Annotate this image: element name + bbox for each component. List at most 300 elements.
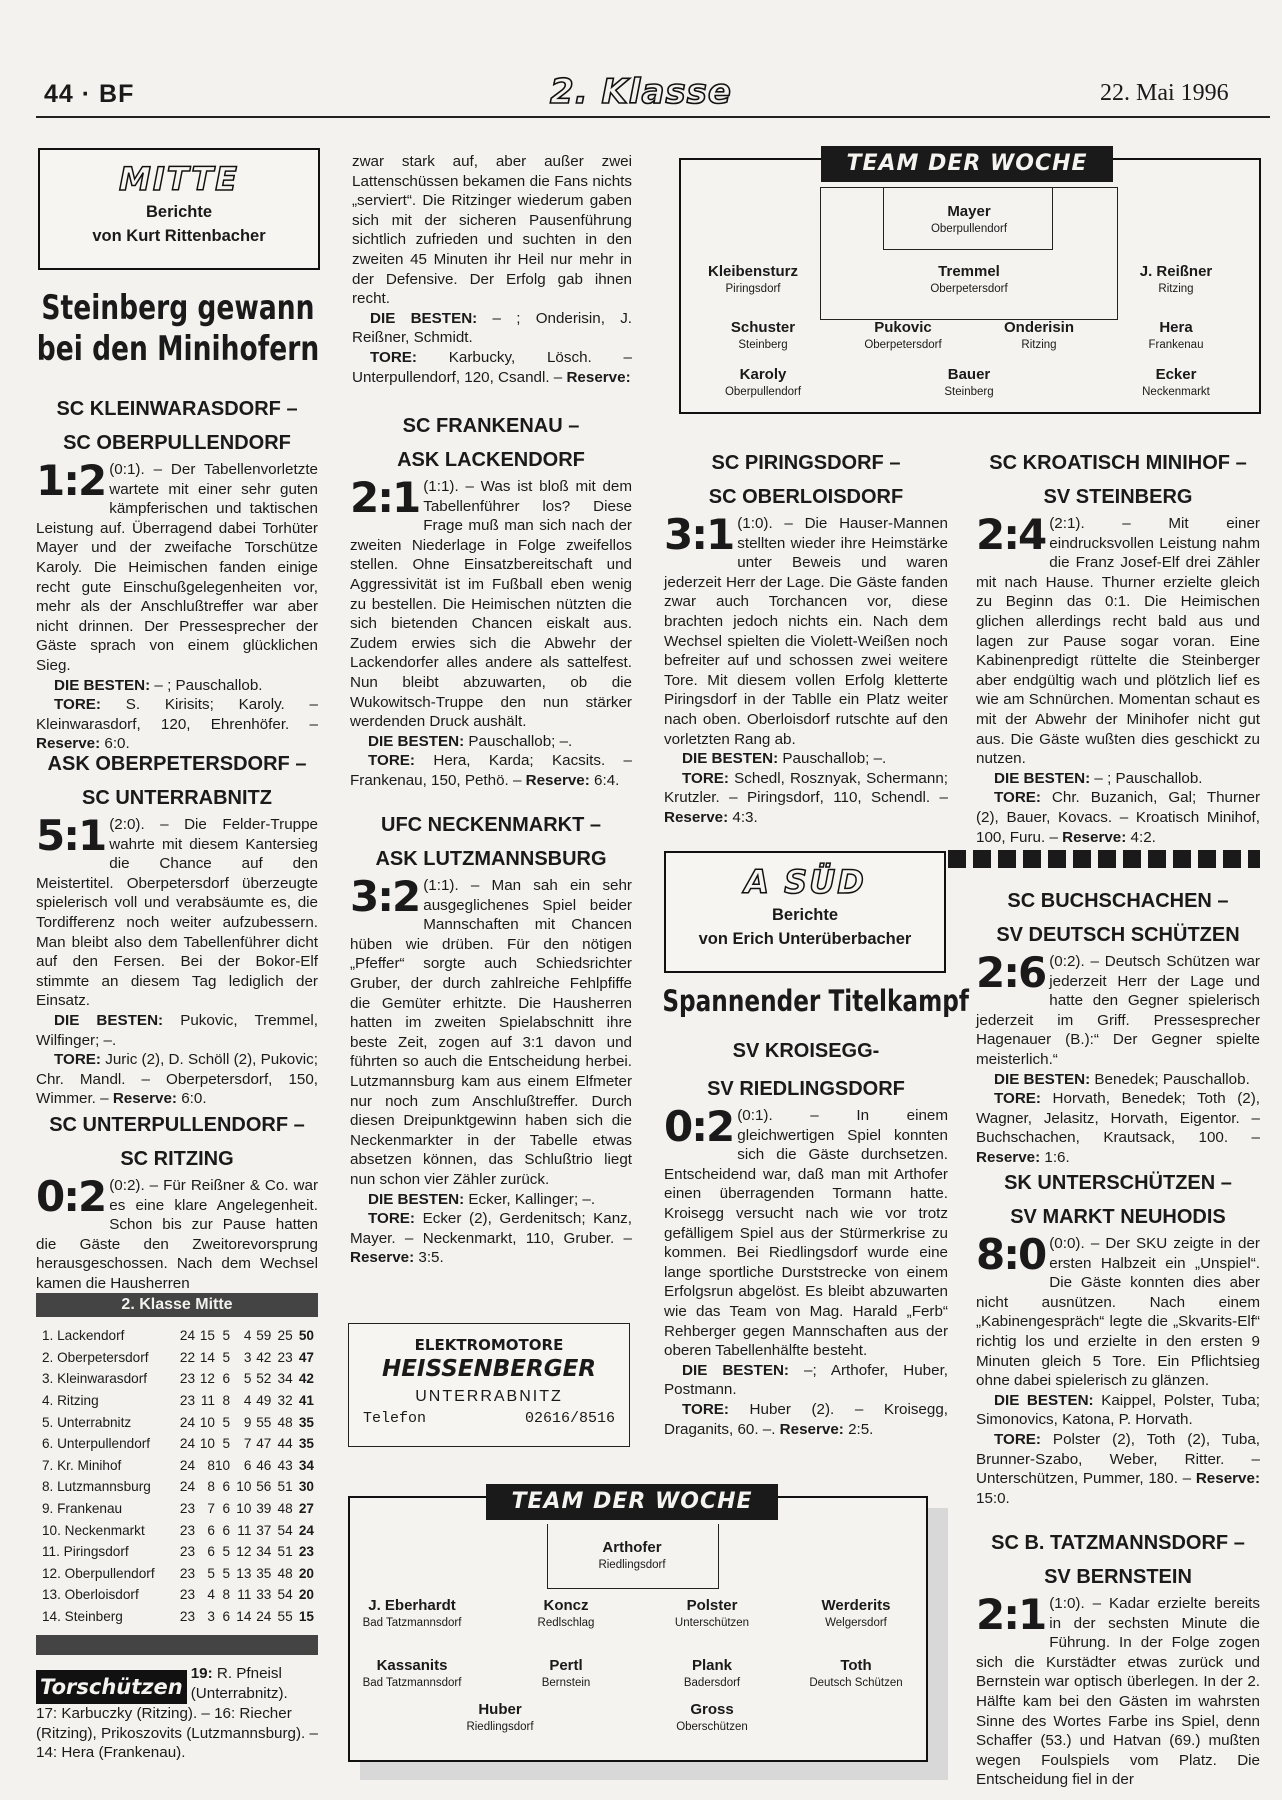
- stat-value: 5: [243, 1371, 252, 1387]
- stat-value: 23: [179, 1587, 196, 1603]
- player-club: Unterschützen: [674, 1617, 750, 1629]
- stat-value: 59: [256, 1328, 272, 1344]
- points: 41: [298, 1393, 314, 1409]
- player-name: Koncz: [543, 1597, 589, 1614]
- team-player: [337, 1596, 487, 1631]
- match-away: SV RIEDLINGSDORF: [707, 1078, 905, 1100]
- best-players: DIE BESTEN: Pukovic, Tremmel, Wilfinger; –.: [36, 1011, 318, 1049]
- match-score: 5:1: [36, 811, 106, 860]
- team-player: [491, 1596, 641, 1631]
- points: 42: [298, 1371, 314, 1387]
- stat-value: 6: [207, 1544, 215, 1560]
- stat-value: 5: [222, 1349, 231, 1365]
- stat-value: 48: [277, 1565, 293, 1581]
- match-home: SC KLEINWARASDORF –: [56, 398, 298, 420]
- stat-value: 23: [179, 1544, 196, 1560]
- team-player: [678, 262, 828, 297]
- headline: [662, 984, 969, 1018]
- player-club: Oberschützen: [676, 1721, 748, 1733]
- match-text: (1:0). – Kadar erzielte bereits in der sechsten Minute die Führung. In der Folge zogen sich die Kurstädter etwas zurück und Bernstein war optisch überlegen. In der 2. Hälfte kam bei den Gästen im wahrsten Sinne des Wortes Farbe ins Spiel, denn Schaffer (53.) und Hatvan (69.) mußten wegen Foulspiels vom Platz. Die Entscheidung fiel in der: [976, 1595, 1260, 1789]
- player-club: Redlschlag: [537, 1617, 595, 1629]
- team-player: [894, 365, 1044, 400]
- stat-value: 22: [179, 1349, 196, 1365]
- goals: TORE: Polster (2), Toth (2), Tuba, Brunner-Szabo, Weber, Ritter. – Unterschützen, Pummer, 180. – Reserve: 15:0.: [976, 1430, 1260, 1507]
- ad-phone-label: Telefon: [363, 1410, 427, 1427]
- match-home: SC FRANKENAU –: [402, 415, 580, 437]
- stat-value: 23: [179, 1393, 196, 1409]
- mitte-report-box: [38, 148, 320, 270]
- goals: TORE: Chr. Buzanich, Gal; Thurner (2), Bauer, Kovacs. – Kroatisch Minihof, 100, Furu. – Reserve: 4:2.: [976, 789, 1260, 846]
- best-players: DIE BESTEN: – ; Pauschallob.: [994, 769, 1203, 787]
- section-divider: [948, 850, 1260, 868]
- stat-value: 24: [179, 1479, 196, 1495]
- stat-value: 33: [256, 1587, 272, 1603]
- table-row: [42, 1390, 314, 1412]
- stat-value: 4: [207, 1587, 215, 1603]
- team-name: 8. Lutzmannsburg: [42, 1479, 151, 1495]
- player-name: Hera: [1159, 319, 1193, 336]
- stat-value: 44: [277, 1436, 293, 1452]
- match-home: SV KROISEGG-: [732, 1040, 880, 1062]
- player-club: Deutsch Schützen: [809, 1677, 903, 1689]
- player-club: Oberpetersdorf: [930, 283, 1008, 295]
- stat-value: 46: [256, 1457, 272, 1473]
- match-text: (2:1). – Mit einer eindrucksvollen Leistung nahm die Franz Josef-Elf drei Zähler mit nach Hause. Thurner erzielte gleich zu Beginn das 0:1. Die Heimischen glichen allerdings recht bald aus und lagen zur Pause sogar voran. Eine Kabinenpredigt rüttelte die Steinberger aber endgültig wach und plötzlich lief es wie am Schnürchen. Momentan schaut es mit der Abwehr der Minihofer nicht gut aus. Die Gäste wußten dies geschickt zu nutzen.: [976, 515, 1260, 768]
- stat-value: 51: [277, 1479, 293, 1495]
- stat-value: 35: [256, 1565, 272, 1581]
- match-score: 1:2: [36, 456, 106, 505]
- team-name: 4. Ritzing: [42, 1393, 99, 1409]
- stat-value: 11: [200, 1393, 215, 1409]
- table-footer-bar: [36, 1635, 318, 1655]
- box-subtitle: Berichte: [145, 203, 213, 221]
- player-club: Neckenmarkt: [1142, 386, 1210, 398]
- match-text: (1:0). – Die Hauser-Mannen stellten wieder ihre Heimstärke unter Beweis und waren jederzeit Herr der Lage. Die Gäste fanden zwar auch Torchancen vor, diese brachten jedoch nichts ein. Nach dem Wechsel spielten die Violett-Weißen noch befreiter auf und schossen zwei weitere Tore. Mit diesem vollen Erfolg kletterte Piringsdorf in der Tablle ein Platz weiter nach oben. Oberloisdorf rutschte auf den vorletzten Rang ab.: [664, 515, 948, 748]
- match-home: SK UNTERSCHÜTZEN –: [1004, 1172, 1232, 1194]
- player-club: Bernstein: [541, 1677, 591, 1689]
- match-score: 2:4: [976, 510, 1046, 559]
- table-row: [42, 1541, 314, 1563]
- player-name: Tremmel: [938, 263, 1000, 280]
- match-score: 0:2: [664, 1102, 734, 1151]
- stat-value: 23: [179, 1501, 196, 1517]
- stat-value: 5: [222, 1328, 231, 1344]
- player-club: Bad Tatzmannsdorf: [362, 1677, 462, 1689]
- stat-value: 37: [256, 1522, 272, 1538]
- team-player: [425, 1700, 575, 1735]
- team-player: [637, 1596, 787, 1631]
- team-player: [557, 1538, 707, 1573]
- team-player: [781, 1596, 931, 1631]
- stat-value: 6: [207, 1522, 215, 1538]
- team-player: [337, 1656, 487, 1691]
- stat-value: 23: [179, 1565, 196, 1581]
- team-name: 7. Kr. Minihof: [42, 1457, 122, 1473]
- top-scorers-title: Torschützen: [36, 1670, 187, 1704]
- stat-value: 43: [277, 1457, 293, 1473]
- table-row: [42, 1455, 314, 1477]
- match-report: [664, 446, 948, 828]
- player-name: Pertl: [549, 1657, 583, 1674]
- match-text: (2:0). – Die Felder-Truppe wahrte mit diesem Kantersieg die Chance auf den Meistertitel. Oberpetersdorf überzeugte spielerisch voll und verabsäumte es, die Tordifferenz noch weiter aufzubessern. Man bleibt also dem Tabellenführer dicht auf den Fersen. Bei der Bokor-Elf stimmte an diesem Tag lediglich der Einsatz.: [36, 816, 318, 1010]
- top-scorer-first: 19: R. Pfneisl: [190, 1665, 282, 1682]
- player-club: Bad Tatzmannsdorf: [362, 1617, 462, 1629]
- goals: TORE: Horvath, Benedek; Toth (2), Wagner, Jelasitz, Horvath, Eigentor. – Buchschachen, Krautsack, 100. – Reserve: 1:6.: [976, 1090, 1260, 1166]
- player-club: Ritzing: [1021, 339, 1057, 351]
- stat-value: 11: [237, 1522, 252, 1538]
- stat-value: 6: [222, 1501, 231, 1517]
- stat-value: 51: [277, 1544, 293, 1560]
- stat-value: 8: [222, 1393, 231, 1409]
- player-name: Bauer: [947, 366, 991, 383]
- match-report: [350, 409, 632, 791]
- match-score: 3:1: [664, 510, 734, 559]
- player-name: Mayer: [947, 203, 991, 220]
- stat-value: 42: [256, 1349, 272, 1365]
- stat-value: 10: [236, 1479, 252, 1495]
- table-row: [42, 1563, 314, 1585]
- goals: TORE: Huber (2). – Kroisegg, Draganits, 60. –. Reserve: 2:5.: [664, 1400, 948, 1438]
- match-away: SC OBERLOISDORF: [708, 486, 904, 508]
- match-text: (0:1). – Der Tabellenvorletzte wartete mit einer sehr guten kämpferischen und taktischen Leistung auf. Überragend dabei Torhüter Mayer und der zweifache Torschütze Karoly. Die Heimischen fanden einige recht gute Einschußgelegenheiten vor, mehr als der Anschlußtreffer war aber nicht drinnen. Der Pressesprecher der Gäste sprach von einem glücklichen Sieg.: [36, 461, 318, 674]
- stat-value: 52: [256, 1371, 272, 1387]
- box-author: von Erich Unterüberbacher: [698, 930, 912, 948]
- player-name: Karoly: [739, 366, 787, 383]
- team-name: 6. Unterpullendorf: [42, 1436, 151, 1452]
- match-report: [976, 1166, 1260, 1508]
- match-report: [976, 446, 1260, 847]
- stat-value: 5: [207, 1565, 215, 1581]
- stat-value: 55: [256, 1414, 272, 1430]
- advertisement: [348, 1323, 630, 1447]
- match-home: SC UNTERPULLENDORF –: [49, 1114, 305, 1136]
- goals: TORE: S. Kirisits; Karoly. – Kleinwarasdorf, 120, Ehrenhöfer. – Reserve: 6:0.: [36, 696, 318, 753]
- player-club: Frankenau: [1148, 339, 1204, 351]
- player-name: Gross: [690, 1701, 734, 1718]
- player-club: Oberpullendorf: [930, 223, 1008, 235]
- stat-value: 8: [207, 1479, 215, 1495]
- table-row: [42, 1584, 314, 1606]
- team-player: [637, 1656, 787, 1691]
- player-name: Polster: [686, 1597, 738, 1614]
- table-row: [42, 1368, 314, 1390]
- table-row: [42, 1606, 314, 1628]
- issue-date: 22. Mai 1996: [1100, 80, 1229, 106]
- team-of-the-week-title: TEAM DER WOCHE: [486, 1484, 778, 1520]
- stat-value: 25: [277, 1328, 293, 1344]
- stat-value: 6: [222, 1522, 231, 1538]
- player-club: Oberpullendorf: [724, 386, 802, 398]
- player-club: Riedlingsdorf: [598, 1559, 666, 1571]
- match-away: ASK LACKENDORF: [397, 449, 585, 471]
- match-report: [976, 884, 1260, 1168]
- ad-line1: ELEKTROMOTORE: [414, 1336, 564, 1354]
- match-away: SC UNTERRABNITZ: [82, 787, 272, 809]
- stat-value: 23: [179, 1522, 196, 1538]
- points: 20: [298, 1565, 314, 1581]
- stat-value: 24: [179, 1414, 196, 1430]
- stat-value: 23: [179, 1371, 196, 1387]
- points: 27: [298, 1501, 314, 1517]
- stat-value: 48: [277, 1501, 293, 1517]
- points: 35: [298, 1436, 314, 1452]
- stat-value: 10: [236, 1501, 252, 1517]
- match-text: (0:2). – Deutsch Schützen war jederzeit Herr der Lage und hatte den Gegner spielerisch jederzeit im Griff. Pressesprecher Hagenauer (B.):“ Der Gegner spielte meisterlich.“: [976, 953, 1260, 1068]
- match-home: SC KROATISCH MINIHOF –: [989, 452, 1247, 474]
- team-name: 9. Frankenau: [42, 1501, 123, 1517]
- box-subtitle: Berichte: [771, 906, 839, 924]
- goals: TORE: Karbucky, Lösch. – Unterpullendorf, 120, Csandl. – Reserve:: [352, 348, 632, 386]
- standings-table: [36, 1293, 318, 1655]
- stat-value: 24: [179, 1436, 196, 1452]
- match-score: 2:6: [976, 948, 1046, 997]
- player-name: Kassanits: [376, 1657, 448, 1674]
- table-row: [42, 1347, 314, 1369]
- best-players: DIE BESTEN: Pauschallob; –.: [368, 732, 573, 750]
- match-away: SC OBERPULLENDORF: [63, 432, 291, 454]
- stat-value: 24: [256, 1609, 272, 1625]
- stat-value: 39: [256, 1501, 272, 1517]
- stat-value: 14: [236, 1609, 252, 1625]
- team-player: [1101, 318, 1251, 353]
- stat-value: 11: [237, 1587, 252, 1603]
- table-row: [42, 1433, 314, 1455]
- goals: TORE: Hera, Karda; Kacsits. – Frankenau, 150, Pethö. – Reserve: 6:4.: [350, 752, 632, 789]
- best-players: DIE BESTEN: Ecker, Kallinger; –.: [368, 1190, 596, 1208]
- headline-line: Spannender Titelkampf: [662, 984, 969, 1018]
- match-report: [976, 1526, 1260, 1790]
- top-scorer-first-club: (Unterrabnitz).: [190, 1684, 288, 1702]
- points: 15: [298, 1609, 314, 1625]
- table-title: 2. Klasse Mitte: [36, 1293, 318, 1317]
- match-score: 3:2: [350, 872, 420, 921]
- match-home: SC BUCHSCHACHEN –: [1007, 890, 1229, 912]
- stat-value: 34: [277, 1371, 293, 1387]
- player-name: Werderits: [821, 1597, 891, 1614]
- stat-value: 49: [256, 1393, 272, 1409]
- region-title: MITTE: [119, 160, 239, 198]
- a-sued-report-box: [664, 851, 946, 973]
- team-player: [781, 1656, 931, 1691]
- team-name: 11. Piringsdorf: [42, 1544, 129, 1560]
- stat-value: 48: [277, 1414, 293, 1430]
- team-player: [688, 365, 838, 400]
- team-player: [894, 262, 1044, 297]
- top-scorers: [36, 1664, 320, 1763]
- stat-value: 54: [277, 1587, 293, 1603]
- points: 30: [298, 1479, 314, 1495]
- team-name: 1. Lackendorf: [42, 1328, 125, 1344]
- match-text: (1:1). – Was ist bloß mit dem Tabellenführer los? Diese Frage muß man sich nach der zweiten Niederlage in Folge zweifellos stellen. Ohne Einsatzbereitschaft und Aggressivität ist im Fußball eben wenig zu bestellen. Die Heimischen nützten die sich bietenden Chancen eiskalt aus. Zudem erwies sich die Abwehr der Lackendorfer alles andere als sattelfest. Nun bleibt abzuwarten, ob die Wukowitsch-Truppe den nun stärker werdenden Druck aushält.: [350, 478, 632, 731]
- table-row: [42, 1476, 314, 1498]
- player-club: Piringsdorf: [725, 283, 781, 295]
- match-score: 8:0: [976, 1230, 1046, 1279]
- player-name: J. Eberhardt: [368, 1597, 456, 1614]
- match-report: [36, 1108, 318, 1294]
- team-name: 13. Oberloisdorf: [42, 1587, 139, 1603]
- match-away: SV MARKT NEUHODIS: [1010, 1206, 1226, 1228]
- stat-value: 23: [277, 1349, 293, 1365]
- team-player: [688, 318, 838, 353]
- points: 23: [298, 1544, 314, 1560]
- stat-value: 5: [222, 1414, 231, 1430]
- player-name: Huber: [478, 1701, 522, 1718]
- points: 20: [298, 1587, 314, 1603]
- stat-value: 32: [277, 1393, 293, 1409]
- stat-value: 10: [199, 1436, 215, 1452]
- stat-value: 6: [222, 1609, 231, 1625]
- team-name: 14. Steinberg: [42, 1609, 123, 1625]
- player-club: Badersdorf: [683, 1677, 741, 1689]
- box-author: von Kurt Rittenbacher: [92, 227, 266, 245]
- match-text: zwar stark auf, aber außer zwei Lattenschüssen bekamen die Fans nichts „serviert“. Die Ritzinger wiederum gaben sich mit der sicheren Pausenführung sichtlich zufrieden und suchten in den zweiten 45 Minuten ihr Heil nur mehr in der Defensive. Der Erfolg gab ihnen recht.: [352, 153, 632, 308]
- player-club: Steinberg: [738, 339, 788, 351]
- headline-line: bei den Minihofern: [36, 329, 320, 369]
- player-club: Oberpetersdorf: [864, 339, 942, 351]
- header-rule: [36, 116, 1270, 118]
- headline-line: Steinberg gewann: [41, 288, 315, 328]
- stat-value: 56: [256, 1479, 272, 1495]
- stat-value: 5: [222, 1544, 231, 1560]
- match-score: 2:1: [350, 473, 420, 522]
- points: 35: [298, 1414, 314, 1430]
- match-report-continued: [352, 152, 632, 387]
- match-score: 2:1: [976, 1590, 1046, 1639]
- best-players: DIE BESTEN: Benedek; Pauschallob.: [994, 1070, 1250, 1088]
- stat-value: 10: [199, 1414, 215, 1430]
- match-report: [36, 392, 318, 754]
- table-row: [42, 1498, 314, 1520]
- player-name: Arthofer: [602, 1539, 662, 1556]
- stat-value: 12: [199, 1371, 215, 1387]
- team-player: [637, 1700, 787, 1735]
- match-home: SC PIRINGSDORF –: [711, 452, 901, 474]
- team-player: [894, 202, 1044, 237]
- match-away: SC RITZING: [120, 1148, 234, 1170]
- table-row: [42, 1411, 314, 1433]
- table-row: [42, 1519, 314, 1541]
- player-name: Pukovic: [874, 319, 932, 336]
- ad-brand: HEISSENBERGER: [381, 1356, 597, 1382]
- player-name: Kleibensturz: [707, 263, 798, 280]
- match-report: [36, 747, 318, 1109]
- stat-value: 8: [207, 1457, 215, 1473]
- stat-value: 14: [199, 1349, 215, 1365]
- stat-value: 13: [236, 1565, 252, 1581]
- match-text: (1:1). – Man sah ein sehr ausgeglichenes Spiel beider Mannschaften mit Chancen hüben wie drüben. Für den nötigen „Pfeffer“ sorgte auch Schiedsrichter Gruber, der durch zahlreiche Fehlpfiffe die Gemüter erhitzte. Die Hausherren hatten im zweiten Spielabschnitt ihre beste Zeit, zogen auf 3:1 davon und führten so auch die Entscheidung herbei. Lutzmannsburg kam aus einem Elfmeter nur noch zum Anschlußtreffer. Durch diesen Dreipunktgewinn haben sich die Neckenmarkter in der Tabelle etwas absetzen können, das Schlußtrio liegt nun schon vier Zähler zurück.: [350, 877, 632, 1188]
- team-player: [964, 318, 1114, 353]
- match-away: SV BERNSTEIN: [1044, 1566, 1192, 1588]
- player-name: J. Reißner: [1139, 263, 1213, 280]
- match-report: [350, 808, 632, 1268]
- page-number: 44 · BF: [44, 80, 135, 108]
- player-club: Riedlingsdorf: [466, 1721, 534, 1733]
- stat-value: 55: [277, 1609, 293, 1625]
- goals: TORE: Schedl, Rosznyak, Schermann; Krutzler. – Piringsdorf, 110, Schendl. – Reserve: 4:3.: [664, 769, 948, 826]
- match-away: SV STEINBERG: [1043, 486, 1193, 508]
- stat-value: 6: [222, 1479, 231, 1495]
- region-title: A SÜD: [744, 863, 866, 901]
- stat-value: 5: [222, 1565, 231, 1581]
- match-away: SV DEUTSCH SCHÜTZEN: [996, 924, 1240, 946]
- stat-value: 3: [207, 1609, 215, 1625]
- stat-value: 34: [256, 1544, 272, 1560]
- top-scorers-list: 17: Karbuczky (Ritzing). – 16: Riecher (Ritzing), Prikoszovits (Lutzmannsburg). – 14: Hera (Frankenau).: [36, 1705, 318, 1762]
- team-player: [828, 318, 978, 353]
- team-name: 2. Oberpetersdorf: [42, 1349, 149, 1365]
- ad-location: UNTERRABNITZ: [415, 1388, 563, 1405]
- stat-value: 7: [207, 1501, 215, 1517]
- team-name: 3. Kleinwarasdorf: [42, 1371, 148, 1387]
- stat-value: 7: [243, 1436, 252, 1452]
- points: 24: [298, 1522, 314, 1538]
- ad-phone: 02616/8516: [524, 1410, 615, 1427]
- match-text: (0:1). – In einem gleichwertigen Spiel konnten sich die Gäste durchsetzen. Entscheidend war, daß man mit Arthofer einen überragenden Tormann hatte. Kroisegg versucht nach wie vor trotz gefälligem Spiel aus der Stürmerkrise zu kommen. Bei Riedlingsdorf wurde eine lange sportliche Durststrecke von einem Erfolgsrun abgelöst. Es bleibt abzuwarten wie das Team von Mag. Harald „Ferb“ Rehberger gegen Mannschaften aus der oberen Tabellenhälfte besteht.: [664, 1107, 948, 1360]
- team-of-the-week: [679, 158, 1261, 414]
- match-away: ASK LUTZMANNSBURG: [375, 848, 607, 870]
- team-name: 12. Oberpullendorf: [42, 1565, 155, 1581]
- team-player: [491, 1656, 641, 1691]
- match-text: (0:0). – Der SKU zeigte in der ersten Halbzeit ein „Unspiel“. Die Gäste konnten dies aber nicht ausnützen. Nach einem „Kabinengespräch“ legte die „Skvarits-Elf“ richtig los und erzielte in den ersten 9 Minuten gleich 5 Tore. Ein Pflichtsieg ohne dabei spielerisch zu glänzen.: [976, 1235, 1260, 1390]
- stat-value: 12: [236, 1544, 252, 1560]
- stat-value: 6: [222, 1371, 231, 1387]
- goals: TORE: Ecker (2), Gerdenitsch; Kanz, Mayer. – Neckenmarkt, 110, Gruber. – Reserve: 3:5.: [350, 1210, 632, 1267]
- points: 34: [298, 1457, 314, 1473]
- player-name: Schuster: [730, 319, 796, 336]
- match-report: [664, 1034, 948, 1439]
- stat-value: 6: [243, 1457, 252, 1473]
- goals: TORE: Juric (2), D. Schöll (2), Pukovic; Chr. Mandl. – Oberpetersdorf, 150, Wimmer. – Reserve: 6:0.: [36, 1051, 318, 1108]
- headline: [36, 288, 320, 370]
- stat-value: 23: [179, 1609, 196, 1625]
- section-title: 2. Klasse: [550, 72, 732, 112]
- points: 47: [298, 1349, 314, 1365]
- team-player: [1101, 365, 1251, 400]
- stat-value: 10: [214, 1457, 231, 1473]
- stat-value: 3: [243, 1349, 252, 1365]
- stat-value: 54: [277, 1522, 293, 1538]
- team-of-the-week-title: TEAM DER WOCHE: [821, 146, 1113, 182]
- best-players: DIE BESTEN: – ; Onderisin, J. Reißner, Schmidt.: [352, 309, 633, 347]
- stat-value: 47: [256, 1436, 272, 1452]
- points: 50: [298, 1328, 314, 1344]
- stat-value: 24: [179, 1457, 196, 1473]
- stat-value: 5: [222, 1436, 231, 1452]
- player-name: Onderisin: [1003, 319, 1074, 336]
- team-player: [1101, 262, 1251, 297]
- player-club: Welgersdorf: [825, 1617, 887, 1629]
- player-club: Ritzing: [1158, 283, 1194, 295]
- team-name: 5. Unterrabnitz: [42, 1414, 132, 1430]
- match-home: ASK OBERPETERSDORF –: [47, 753, 307, 775]
- match-home: SC B. TATZMANNSDORF –: [991, 1532, 1245, 1554]
- player-name: Ecker: [1155, 366, 1197, 383]
- team-name: 10. Neckenmarkt: [42, 1522, 145, 1538]
- player-club: Steinberg: [944, 386, 994, 398]
- stat-value: 24: [179, 1328, 196, 1344]
- match-home: UFC NECKENMARKT –: [381, 814, 601, 836]
- table-row: [42, 1325, 314, 1347]
- stat-value: 4: [243, 1393, 252, 1409]
- best-players: DIE BESTEN: Kaippel, Polster, Tuba; Simonovics, Katona, P. Horvath.: [976, 1391, 1260, 1429]
- stat-value: 9: [243, 1414, 252, 1430]
- best-players: DIE BESTEN: – ; Pauschallob.: [54, 676, 263, 694]
- stat-value: 4: [243, 1328, 252, 1344]
- best-players: DIE BESTEN: Pauschallob; –.: [682, 750, 887, 768]
- match-text: (0:2). – Für Reißner & Co. war es eine klare Angelegenheit. Schon bis zur Pause hatten die Gäste den Zweitorevorsprung herausgeschossen. Nach dem Wechsel kamen die Hausherren: [36, 1177, 318, 1292]
- player-name: Toth: [840, 1657, 872, 1674]
- team-of-the-week: [348, 1496, 928, 1762]
